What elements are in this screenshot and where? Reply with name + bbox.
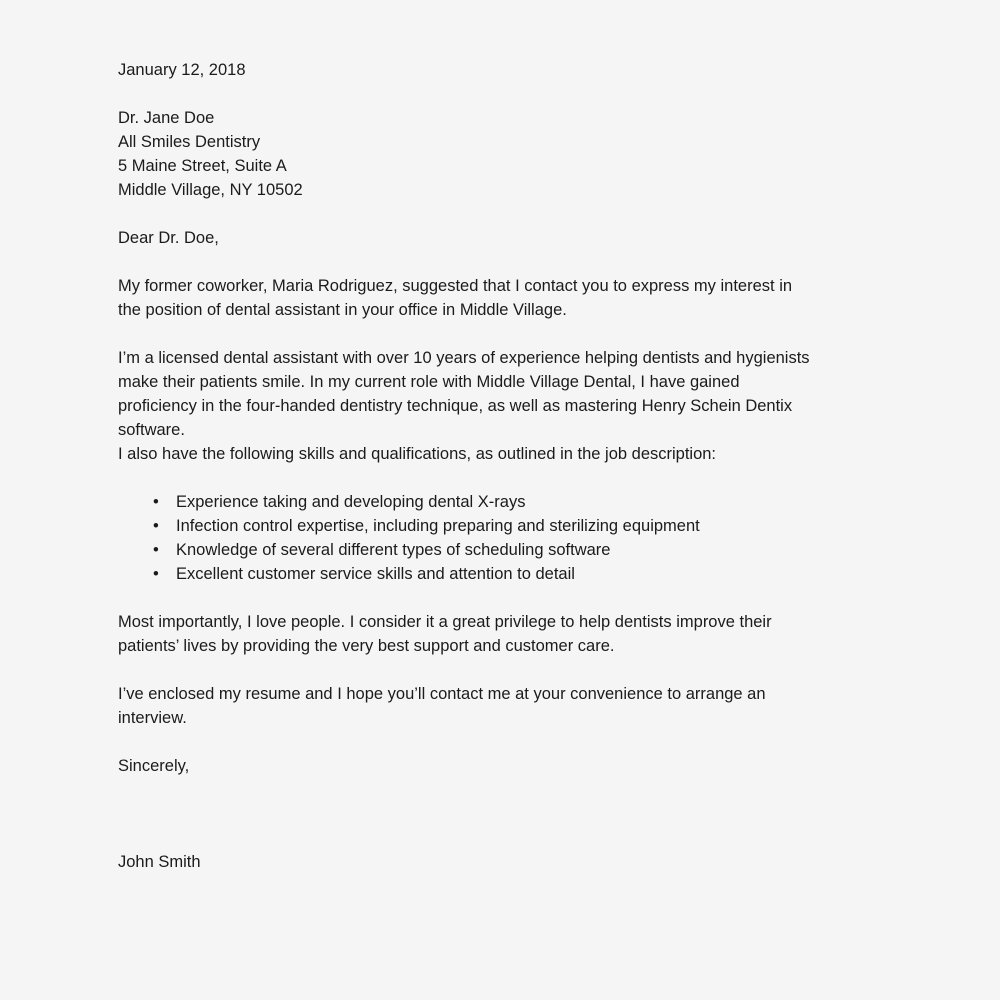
signature-name: John Smith [118,853,201,871]
recipient-street: 5 Maine Street, Suite A [118,157,287,175]
skill-item: • Excellent customer service skills and attention to detail [118,562,890,586]
skills-list [118,490,890,586]
skill-item: • Knowledge of several different types of scheduling software [118,538,890,562]
paragraph-people [118,610,890,658]
paragraph-introduction [118,274,890,322]
closing: Sincerely, [118,757,190,775]
paragraph-line: software. [118,421,185,439]
paragraph-enclosure [118,682,890,730]
paragraph-line: My former coworker, Maria Rodriguez, suggested that I contact you to express my interest in [118,277,793,295]
recipient-address-block [118,106,890,202]
paragraph-line: proficiency in the four-handed dentistry technique, as well as mastering Henry Schein Dentix [118,397,793,415]
paragraph-line: I’m a licensed dental assistant with over 10 years of experience helping dentists and hygienists [118,349,810,367]
skill-item: • Experience taking and developing dental X-rays [118,490,890,514]
paragraph-experience [118,346,890,442]
recipient-city-state-zip: Middle Village, NY 10502 [118,181,303,199]
paragraph-line: make their patients smile. In my current role with Middle Village Dental, I have gained [118,373,740,391]
paragraph-line: patients’ lives by providing the very best support and customer care. [118,637,615,655]
skills-lead-in: I also have the following skills and qualifications, as outlined in the job description: [118,445,717,463]
salutation: Dear Dr. Doe, [118,229,219,247]
paragraph-line: the position of dental assistant in your office in Middle Village. [118,301,567,319]
recipient-company: All Smiles Dentistry [118,133,261,151]
recipient-name: Dr. Jane Doe [118,109,215,127]
skill-item: • Infection control expertise, including preparing and sterilizing equipment [118,514,890,538]
letter-date: January 12, 2018 [118,61,246,79]
paragraph-line: I’ve enclosed my resume and I hope you’ll contact me at your convenience to arrange an [118,685,766,703]
paragraph-line: interview. [118,709,187,727]
paragraph-line: Most importantly, I love people. I consider it a great privilege to help dentists improve their [118,613,772,631]
